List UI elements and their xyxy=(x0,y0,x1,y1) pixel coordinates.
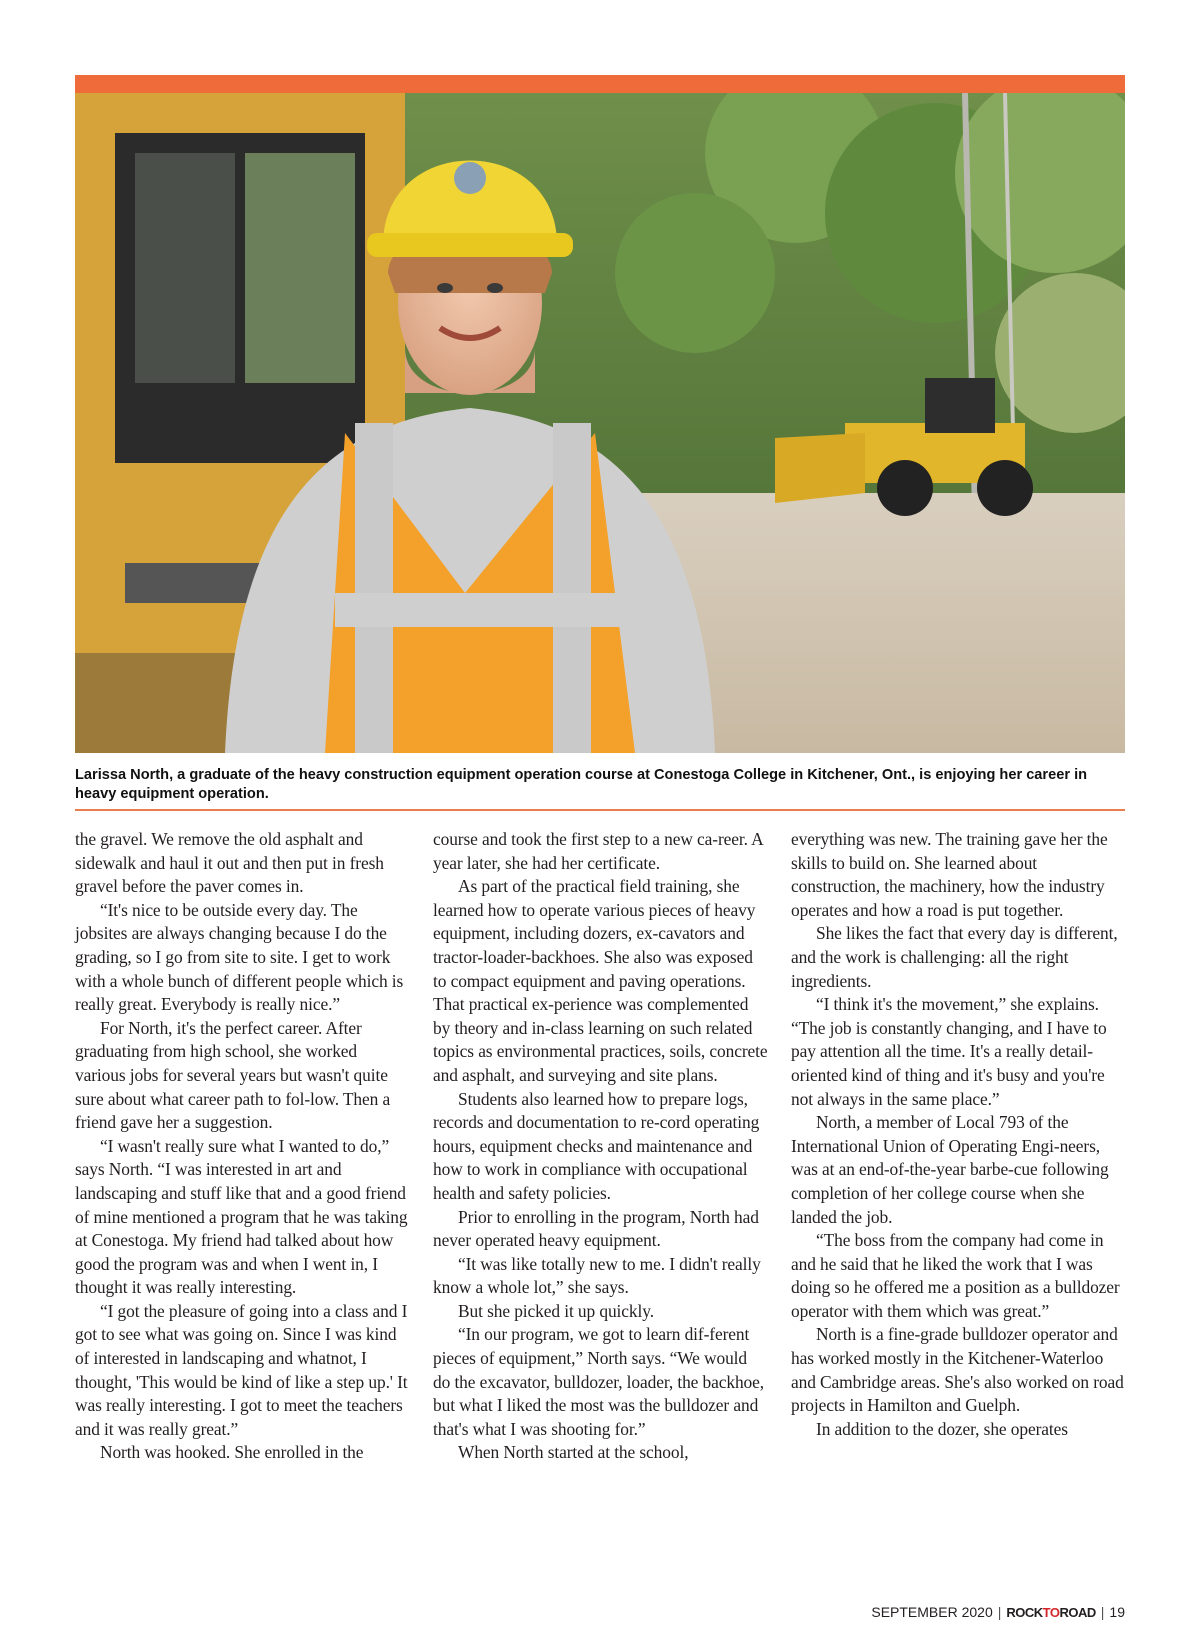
page-number: 19 xyxy=(1109,1604,1125,1620)
paragraph: But she picked it up quickly. xyxy=(458,1300,654,1321)
paragraph: North is a fine-grade bulldozer operator and has worked mostly in the Kitchener-Waterloo and Cambridge areas. She's also worked on road projects in Hamilton and Guelph. xyxy=(791,1324,1124,1416)
paragraph: Prior to enrolling in the program, North had never operated heavy equipment. xyxy=(433,1206,759,1251)
paragraph: North was hooked. She enrolled in the xyxy=(100,1442,364,1463)
paragraph: “I think it's the movement,” she explains. “The job is constantly changing, and I have to pay attention all the time. It's a really detail-oriented kind of thing and it's busy and you're not always in the same place.” xyxy=(791,994,1107,1109)
article-photo xyxy=(75,93,1125,753)
paragraph: “In our program, we got to learn dif-ferent pieces of equipment,” North says. “We would do the excavator, bulldozer, loader, the backhoe, but what I liked the most was the bulldozer and that's what I was shooting for.” xyxy=(433,1324,765,1439)
paragraph: “It was like totally new to me. I didn't really know a whole lot,” she says. xyxy=(433,1253,761,1298)
issue-date: SEPTEMBER 2020 xyxy=(871,1604,993,1620)
footer-separator: | xyxy=(1100,1604,1105,1620)
logo-road: ROAD xyxy=(1059,1605,1096,1620)
footer-separator: | xyxy=(997,1604,1002,1620)
caption-divider xyxy=(75,809,1125,811)
paragraph: In addition to the dozer, she operates xyxy=(816,1418,1068,1439)
accent-bar xyxy=(75,75,1125,93)
paragraph: “I got the pleasure of going into a class and I got to see what was going on. Since I was kind of interested in landscaping and whatnot, I thought, 'This would be kind of like a step up.' It was really interesting. I got to meet the teachers and it was really great.” xyxy=(75,1300,408,1439)
paragraph: “I wasn't really sure what I wanted to do,” says North. “I was interested in art and landscaping and stuff like that and a good friend of mine mentioned a program that he was taking at Conestoga. My friend had talked about how good the program was and when I went in, I thought it was really interesting. xyxy=(75,1135,408,1298)
paragraph: When North started at the school, xyxy=(458,1442,689,1463)
paragraph: course and took the first step to a new ca-reer. A year later, she had her certificate. xyxy=(433,829,763,873)
logo-rock: ROCK xyxy=(1006,1605,1043,1620)
photo-caption: Larissa North, a graduate of the heavy construction equipment operation course at Conestoga College in Kitchener, Ont., is enjoying her career in heavy equipment operation. xyxy=(75,767,1088,802)
paragraph: She likes the fact that every day is different, and the work is challenging: all the right ingredients. xyxy=(791,923,1118,991)
paragraph: “It's nice to be outside every day. The jobsites are always changing because I do the grading, so I go from site to site. I get to work with a whole bunch of different people which is really great. Everybody is really nice.” xyxy=(75,899,404,1015)
logo-to: TO xyxy=(1042,1605,1060,1620)
article-column-3 xyxy=(791,828,1126,1441)
article-column-2 xyxy=(433,828,768,1465)
paragraph: As part of the practical field training, she learned how to operate various pieces of heavy equipment, including dozers, ex-cavators and tractor-loader-backhoes. She also was exposed to compact equipment and paving operations. That practical ex-perience was complemented by theory and in-class learning on such related topics as environmental practices, soils, concrete and asphalt, and surveying and site plans. xyxy=(433,876,768,1085)
paragraph: For North, it's the perfect career. After graduating from high school, she worked various jobs for several years but wasn't quite sure about what career path to fol-low. Then a friend gave her a suggestion. xyxy=(75,1017,391,1133)
article-column-1 xyxy=(75,828,410,1465)
paragraph: North, a member of Local 793 of the International Union of Operating Engi-neers, was at an end-of-the-year barbe-cue following completion of her college course when she landed the job. xyxy=(791,1112,1109,1227)
paragraph: Students also learned how to prepare logs, records and documentation to re-cord operating hours, equipment checks and maintenance and how to work in compliance with occupational health and safety policies. xyxy=(433,1088,760,1203)
page-footer xyxy=(871,1604,1125,1621)
paragraph: everything was new. The training gave her the skills to build on. She learned about construction, the machinery, how the industry operates and how a road is put together. xyxy=(791,829,1108,920)
paragraph: the gravel. We remove the old asphalt and sidewalk and haul it out and then put in fresh gravel before the paver comes in. xyxy=(75,829,384,897)
paragraph: “The boss from the company had come in and he said that he liked the work that I was doing so he offered me a position as a bulldozer operator with them which was great.” xyxy=(791,1230,1120,1321)
magazine-logo xyxy=(1006,1605,1095,1620)
